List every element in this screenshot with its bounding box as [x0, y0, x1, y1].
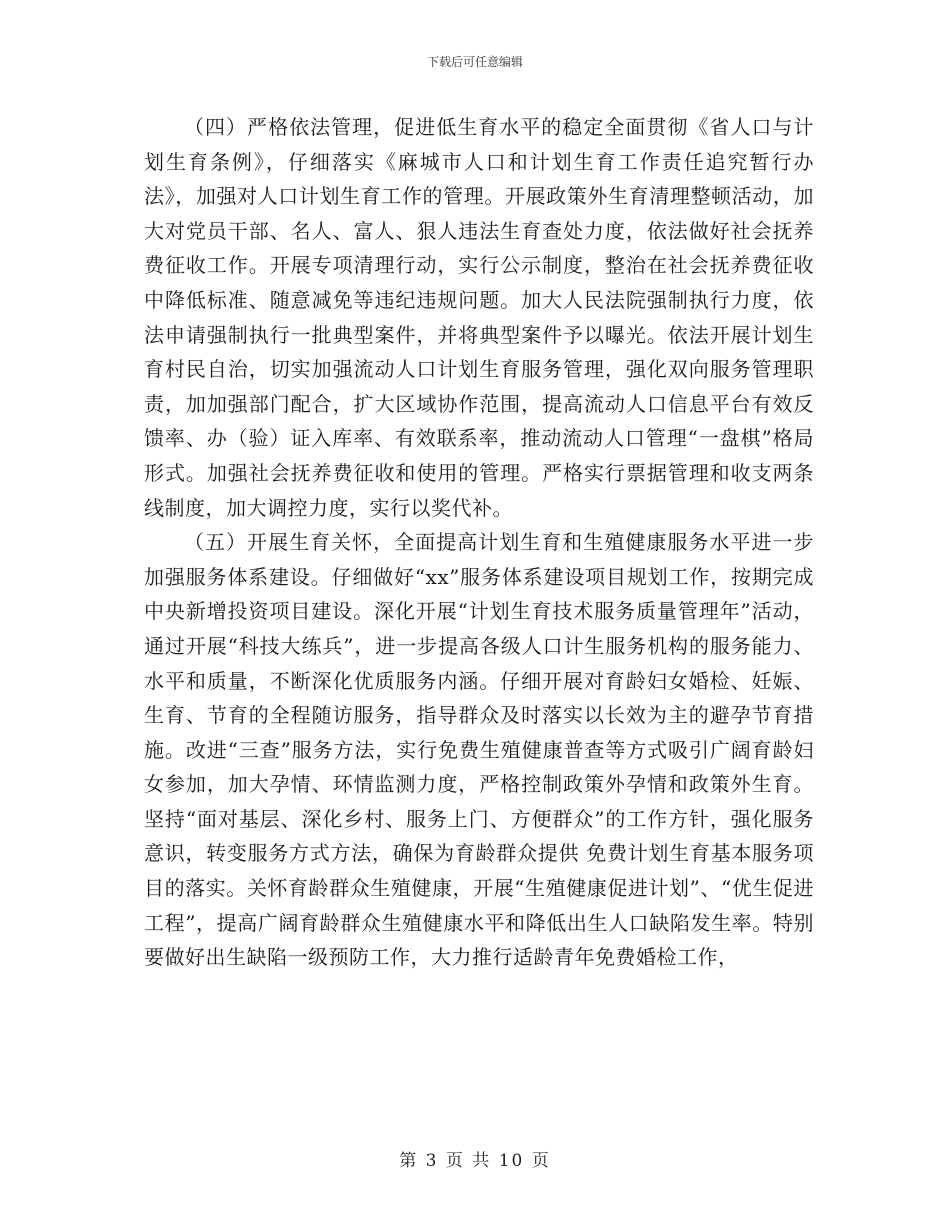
page-number-footer: 第 3 页 共 10 页: [399, 1151, 551, 1171]
paragraph-section-five: （五）开展生育关怀，全面提高计划生育和生殖健康服务水平进一步加强服务体系建设。仔细做好“xx”服务体系建设项目规划工作，按期完成中央新增投资项目建设。深化开展“计划生育技术服务质量管理年”活动，通过开展“科技大练兵”，进一步提高各级人口计生服务机构的服务能力、水平和质量，不断深化优质服务内涵。仔细开展对育龄妇女婚检、妊娠、生育、节育的全程随访服务，指导群众及时落实以长效为主的避孕节育措施。改进“三查”服务方法，实行免费生殖健康普查等方式吸引广阔育龄妇女参加，加大孕情、环情监测力度，严格控制政策外孕情和政策外生育。坚持“面对基层、深化乡村、服务上门、方便群众”的工作方针，强化服务意识，转变服务方式方法，确保为育龄群众提供 免费计划生育基本服务项目的落实。关怀育龄群众生殖健康，开展“生殖健康促进计划”、“优生促进工程”，提高广阔育龄群众生殖健康水平和降低出生人口缺陷发生率。特别要做好出生缺陷一级预防工作，大力推行适龄青年免费婚检工作，: [144, 530, 814, 970]
paragraph-section-four: （四）严格依法管理，促进低生育水平的稳定全面贯彻《省人口与计划生育条例》，仔细落实《麻城市人口和计划生育工作责任追究暂行办法》，加强对人口计划生育工作的管理。开展政策外生育清理整顿活动，加大对党员干部、名人、富人、狠人违法生育查处力度，依法做好社会抚养费征收工作。开展专项清理行动，实行公示制度，整治在社会抚养费征收中降低标准、随意减免等违纪违规问题。加大人民法院强制执行力度，依法申请强制执行一批典型案件，并将典型案件予以曝光。依法开展计划生育村民自治，切实加强流动人口计划生育服务管理，强化双向服务管理职责，加加强部门配合，扩大区域协作范围，提高流动人口信息平台有效反馈率、办（验）证入库率、有效联系率，推动流动人口管理“一盘棋”格局形式。加强社会抚养费征收和使用的管理。严格实行票据管理和收支两条线制度，加大调控力度，实行以奖代补。: [144, 115, 814, 520]
document-body: [144, 110, 814, 975]
page-header: 下载后可任意编辑: [426, 55, 523, 69]
